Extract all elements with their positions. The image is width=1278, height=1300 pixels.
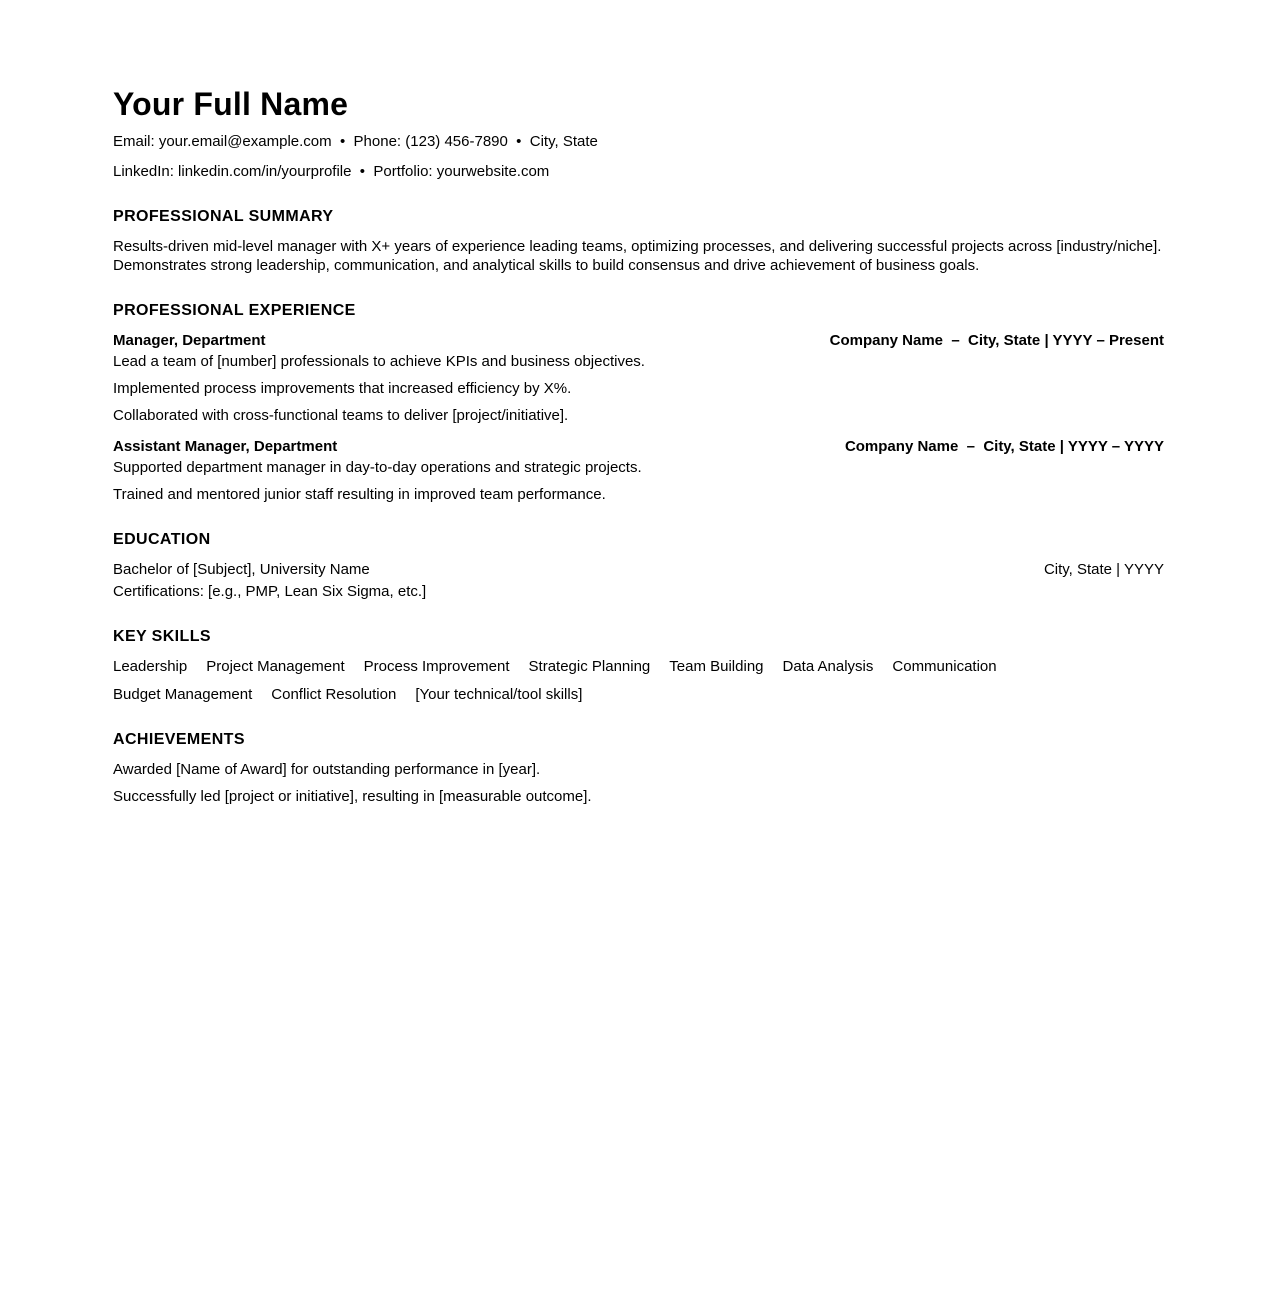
achievements-heading: ACHIEVEMENTS — [113, 731, 245, 748]
skill-item: Process Improvement — [363, 658, 510, 675]
job-bullet: Supported department manager in day-to-day operations and strategic projects. — [113, 459, 642, 476]
education-heading: EDUCATION — [113, 531, 211, 548]
education-degree: Bachelor of [Subject], University Name — [113, 561, 370, 578]
skills-row — [113, 685, 1164, 704]
job-bullet: Lead a team of [number] professionals to achieve KPIs and business objectives. — [113, 353, 645, 370]
skills-row — [113, 657, 1164, 676]
professional-experience-heading: PROFESSIONAL EXPERIENCE — [113, 302, 356, 319]
education-row — [113, 560, 1164, 579]
job-bullet: Collaborated with cross-functional teams to deliver [project/initiative]. — [113, 407, 569, 424]
resume-header — [113, 86, 1164, 181]
skill-item: Leadership — [113, 658, 188, 675]
section-education — [113, 530, 1164, 601]
job-header — [113, 331, 1164, 350]
skill-item: Budget Management — [113, 686, 253, 703]
job-entry-manager — [113, 331, 1164, 425]
achievement-item: Successfully led [project or initiative], resulting in [measurable outcome]. — [113, 788, 592, 805]
job-title: Assistant Manager, Department — [113, 438, 338, 455]
skill-item: Team Building — [669, 658, 764, 675]
job-entry-assistant-manager — [113, 437, 1164, 504]
contact-line-primary: Email: your.email@example.com • Phone: (123) 456-7890 • City, State — [113, 133, 598, 150]
section-achievements — [113, 730, 1164, 806]
skill-item: [Your technical/tool skills] — [415, 686, 583, 703]
education-certifications: Certifications: [e.g., PMP, Lean Six Sigma, etc.] — [113, 583, 427, 600]
job-title: Manager, Department — [113, 332, 266, 349]
job-company-dates: Company Name – City, State | YYYY – YYYY — [844, 438, 1164, 455]
skill-item: Project Management — [206, 658, 345, 675]
full-name: Your Full Name — [113, 86, 349, 122]
skill-item: Communication — [892, 658, 997, 675]
skill-item: Data Analysis — [782, 658, 874, 675]
section-professional-experience — [113, 301, 1164, 504]
education-location-year: City, State | YYYY — [1043, 561, 1164, 578]
professional-summary-text: Results-driven mid-level manager with X+ years of experience leading teams, optimizing processes, and delivering successful projects across [industry/niche]. Demonstrates strong leadership, communication, and analytical skills to build consensus and drive achievement of business goals. — [113, 238, 1162, 274]
contact-line-secondary: LinkedIn: linkedin.com/in/yourprofile • Portfolio: yourwebsite.com — [113, 163, 550, 180]
section-key-skills — [113, 627, 1164, 704]
job-header — [113, 437, 1164, 456]
job-bullet: Implemented process improvements that increased efficiency by X%. — [113, 380, 572, 397]
section-professional-summary — [113, 207, 1164, 275]
achievement-item: Awarded [Name of Award] for outstanding performance in [year]. — [113, 761, 541, 778]
skill-item: Strategic Planning — [528, 658, 651, 675]
job-bullet: Trained and mentored junior staff resulting in improved team performance. — [113, 486, 606, 503]
skill-item: Conflict Resolution — [271, 686, 397, 703]
key-skills-heading: KEY SKILLS — [113, 628, 211, 645]
job-company-dates: Company Name – City, State | YYYY – Present — [829, 332, 1164, 349]
professional-summary-heading: PROFESSIONAL SUMMARY — [113, 208, 334, 225]
